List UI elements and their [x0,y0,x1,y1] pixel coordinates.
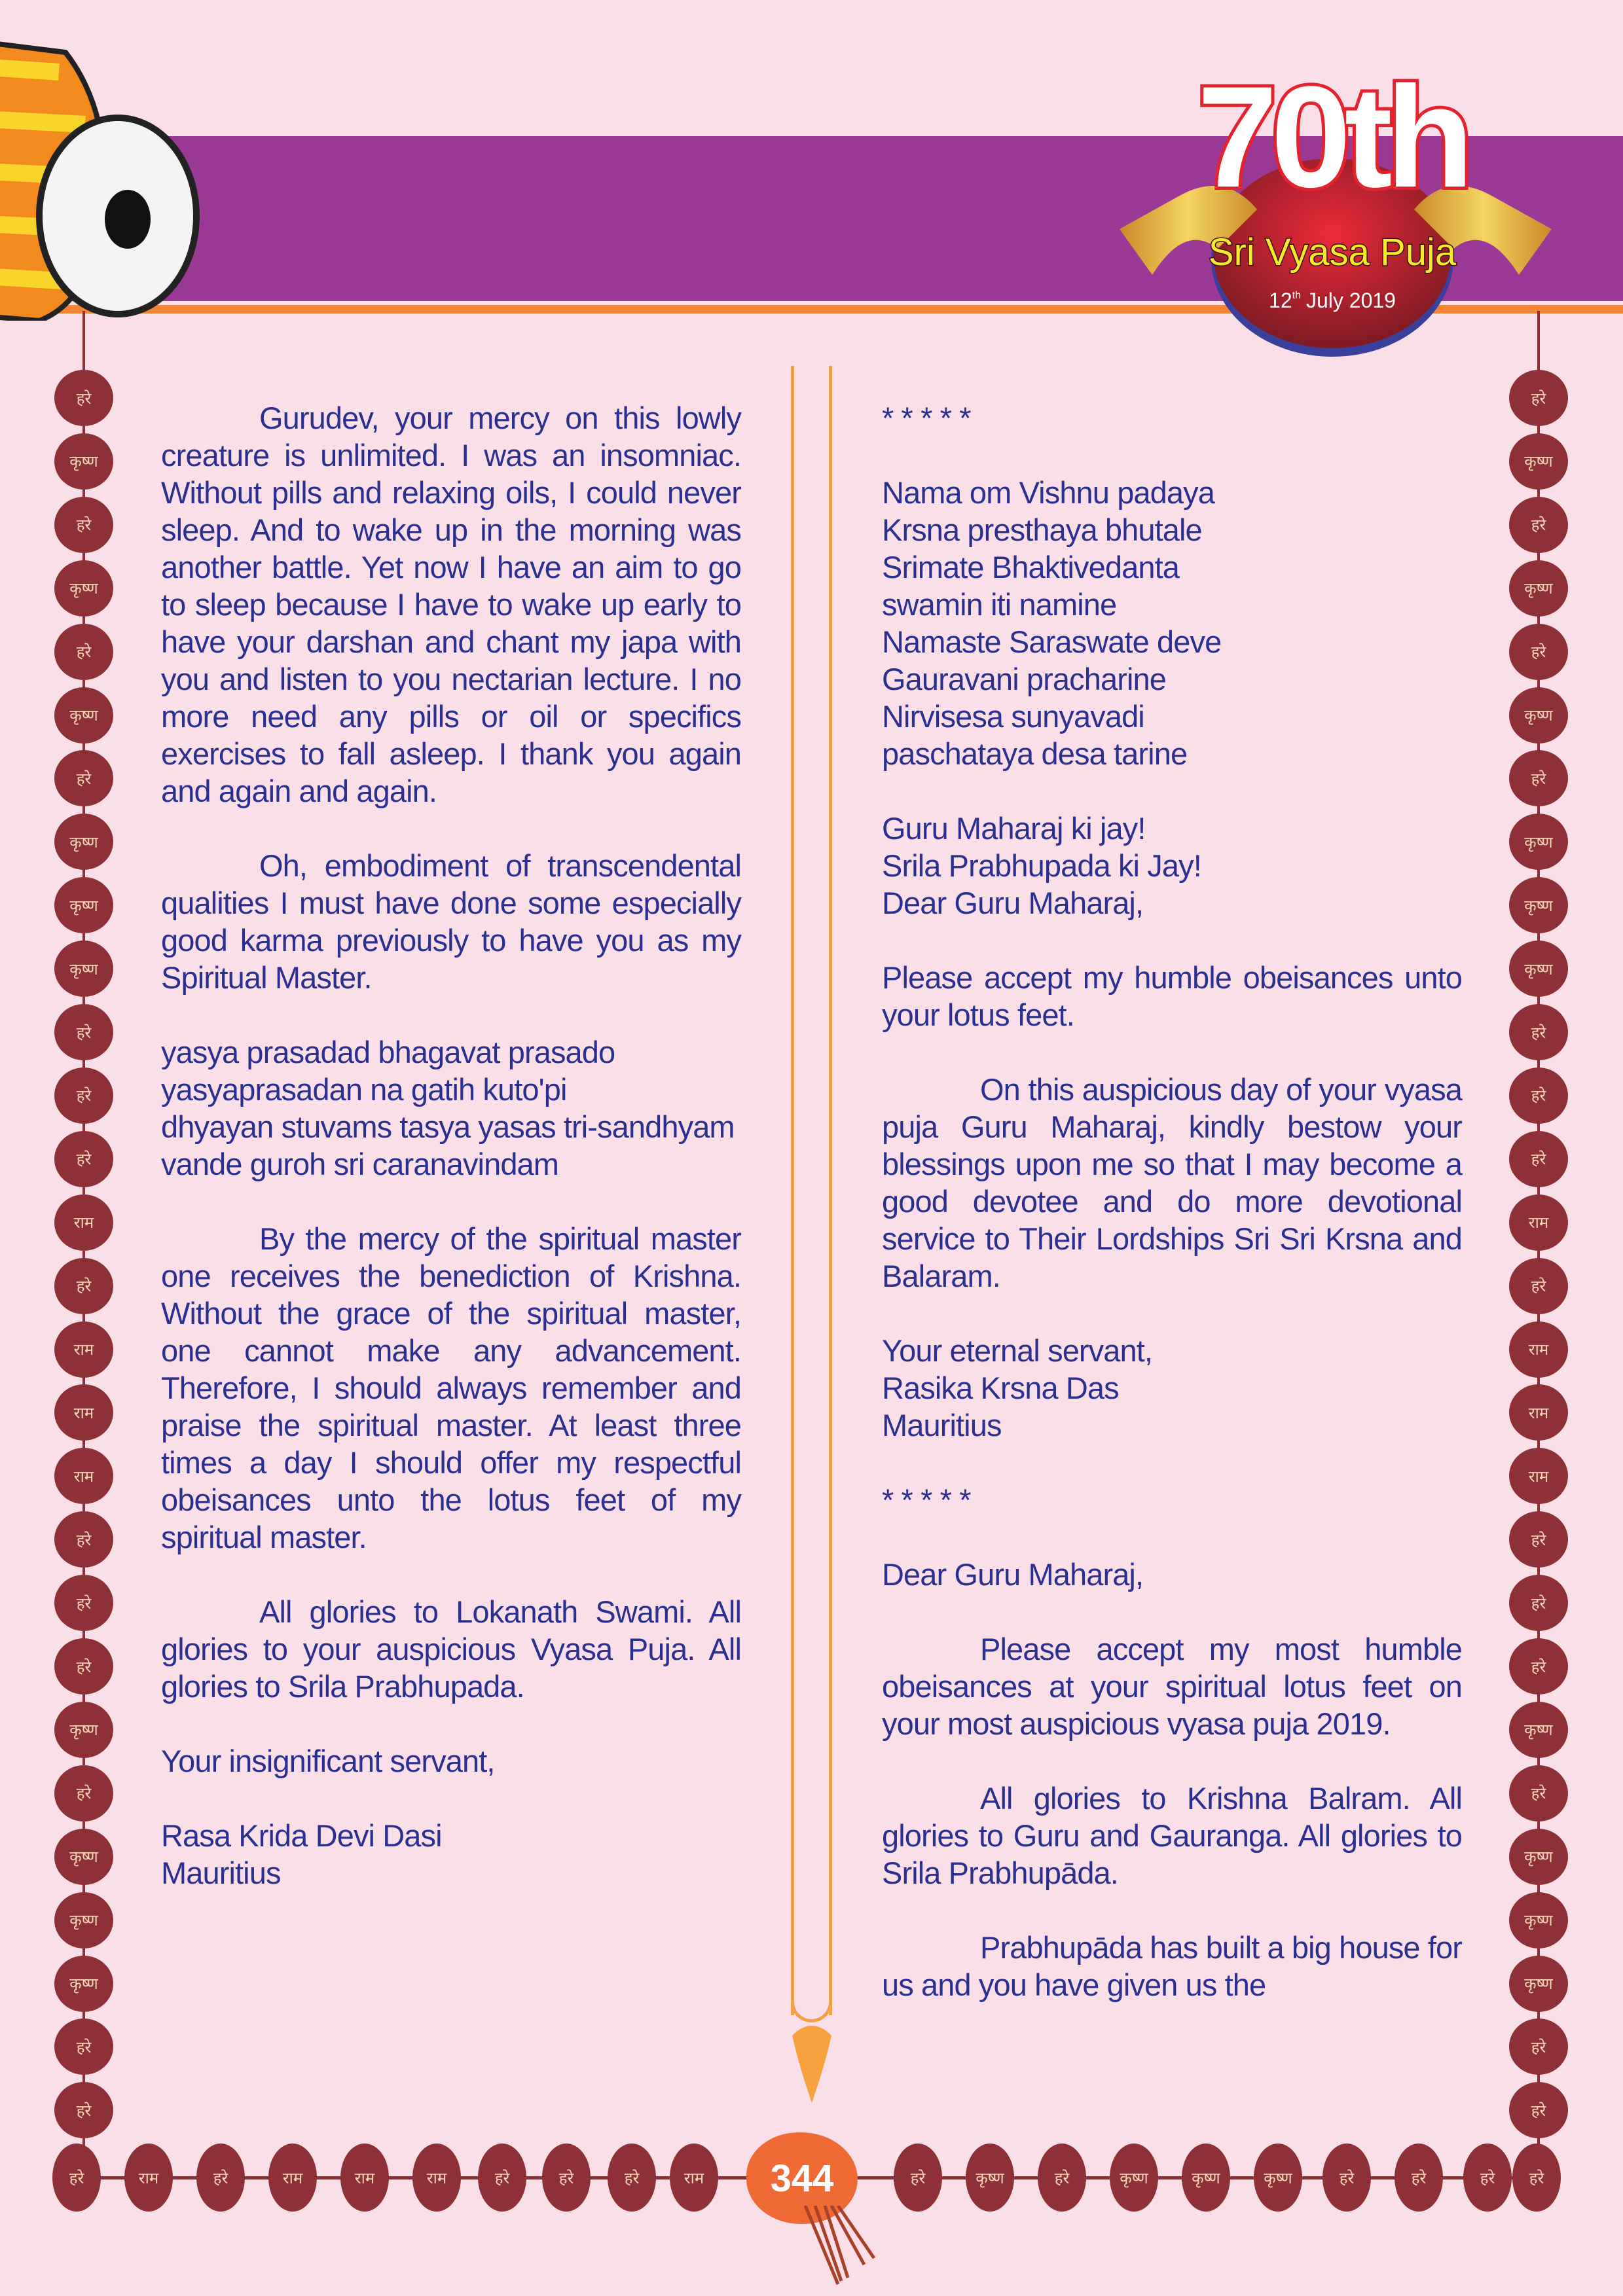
mantra-bead: हरे [54,2018,113,2075]
mantra-bead: कृष्ण [54,1702,113,1758]
mantra-bead: हरे [1322,2144,1371,2212]
paragraph: yasya prasadad bhagavat prasado yasyaprasadan na gatih kuto'pi dhyayan stuvams tasya yasas tri-sandhyam vande guroh sri caranavindam [161,1035,735,1181]
paragraph: Prabhupāda has built a big house for us and you have given us the [882,1930,1462,2002]
page-number: 344 [746,2132,858,2224]
mantra-bead: हरे [1509,497,1568,553]
mantra-bead: राम [54,1448,113,1504]
mantra-bead: राम [1509,1384,1568,1441]
paragraph: * * * * * [882,1482,971,1517]
mantra-bead: हरे [1509,2018,1568,2075]
mantra-bead: कृष्ण [54,1956,113,2012]
mantra-bead: हरे [1509,1131,1568,1187]
mantra-bead: कृष्ण [54,433,113,490]
mantra-bead: राम [54,1194,113,1251]
mantra-bead: हरे [1038,2144,1086,2212]
mantra-bead: राम [412,2144,461,2212]
mantra-bead: हरे [1509,750,1568,806]
mantra-bead: कृष्ण [1182,2144,1230,2212]
mantra-bead: हरे [1463,2144,1512,2212]
mantra-bead: हरे [54,1004,113,1060]
mantra-bead: कृष्ण [1509,1702,1568,1758]
mantra-bead: राम [670,2144,718,2212]
mantra-bead: हरे [196,2144,245,2212]
mantra-bead: कृष्ण [1110,2144,1158,2212]
mantra-bead: हरे [54,1067,113,1124]
mantra-bead: राम [54,1321,113,1378]
mantra-bead: कृष्ण [54,1892,113,1948]
mantra-bead: हरे [54,750,113,806]
center-drop-ornament [789,2019,835,2104]
mantra-bead: हरे [1395,2144,1443,2212]
mantra-bead: हरे [54,370,113,426]
tassel-icon [792,2206,884,2291]
center-thread-loop [791,1990,832,2022]
mantra-bead: राम [124,2144,173,2212]
mantra-bead: कृष्ण [54,814,113,870]
mantra-bead: हरे [1509,1765,1568,1821]
paragraph: All glories to Krishna Balram. All glories to Guru and Gauranga. All glories to Srila Prabhupāda. [882,1781,1462,1890]
paragraph: Guru Maharaj ki jay! Srila Prabhupada ki Jay! Dear Guru Maharaj, [882,811,1201,920]
mantra-bead: हरे [54,624,113,680]
mantra-bead: हरे [1509,370,1568,426]
mantra-bead: राम [268,2144,317,2212]
mantra-bead: कृष्ण [966,2144,1014,2212]
mantra-bead: कृष्ण [1509,1892,1568,1948]
mantra-bead: हरे [894,2144,942,2212]
mantra-bead: हरे [1509,1258,1568,1314]
mantra-bead: हरे [478,2144,526,2212]
paragraph: All glories to Lokanath Swami. All glories to your auspicious Vyasa Puja. All glories to Srila Prabhupada. [161,1594,741,1704]
mantra-bead: कृष्ण [1509,687,1568,744]
center-thread-left [791,366,794,2015]
mantra-bead: कृष्ण [54,560,113,617]
mantra-bead: हरे [542,2144,591,2212]
mantra-bead: कृष्ण [1509,433,1568,490]
mantra-bead: हरे [52,2144,101,2212]
mantra-bead: हरे [1509,1067,1568,1124]
paragraph: Your eternal servant, Rasika Krsna Das Mauritius [882,1333,1153,1443]
paragraph: Please accept my most humble obeisances at your spiritual lotus feet on your most auspicious vyasa puja 2019. [882,1632,1462,1741]
mantra-bead: हरे [1509,1511,1568,1568]
mantra-bead: हरे [54,1575,113,1631]
mantra-bead: हरे [54,497,113,553]
mantra-bead: हरे [54,1258,113,1314]
paragraph: Dear Guru Maharaj, [882,1557,1144,1592]
paragraph: * * * * * [882,401,971,435]
mantra-bead: हरे [1509,1575,1568,1631]
mantra-bead: हरे [54,1131,113,1187]
right-text-column [882,399,1462,2041]
paragraph: By the mercy of the spiritual master one receives the benediction of Krishna. Without the grace of the spiritual master, one cannot make any advancement. Therefore, I should always remember and praise the spiritual master. At least three times a day I should offer my respectful obeisances unto the lotus feet of my spiritual master. [161,1221,741,1554]
mantra-bead: कृष्ण [1254,2144,1302,2212]
paragraph: Gurudev, your mercy on this lowly creature is unlimited. I was an insomniac. Without pills and relaxing oils, I could never sleep. And to wake up in the morning was another battle. Yet now I have an aim to go to sleep because I have to wake up early to have your darshan and chant my japa with you and listen to you nectarian lecture. I no more need any pills or oil or specifics exercises to fall asleep. I thank you again and again and again. [161,401,741,808]
left-text-column [161,399,741,1929]
badge-event: Sri Vyasa Puja [1208,231,1457,274]
mantra-bead: कृष्ण [54,1829,113,1885]
mantra-bead: हरे [608,2144,656,2212]
mantra-bead: कृष्ण [1509,560,1568,617]
mantra-bead: हरे [54,1511,113,1568]
badge-date: 12th July 2019 [1269,289,1396,312]
mantra-bead: हरे [1509,1004,1568,1060]
paragraph: Rasa Krida Devi Dasi Mauritius [161,1818,442,1890]
badge-number: 70th [1197,59,1468,217]
paragraph: Oh, embodiment of transcendental qualities I must have done some especially good karma previously to have you as my Spiritual Master. [161,848,741,995]
mantra-bead: हरे [1509,2082,1568,2138]
mantra-bead: राम [1509,1448,1568,1504]
paragraph: Nama om Vishnu padaya Krsna presthaya bhutale Srimate Bhaktivedanta swamin iti namine Namaste Saraswate deve Gauravani pracharine Nirvisesa sunyavadi paschataya desa tarine [882,475,1222,771]
paragraph: On this auspicious day of your vyasa puja Guru Maharaj, kindly bestow your blessings upon me so that I may become a good devotee and do more devotional service to Their Lordships Sri Sri Krsna and Balaram. [882,1072,1462,1293]
mantra-bead: कृष्ण [1509,1956,1568,2012]
paragraph: Your insignificant servant, [161,1744,495,1778]
mantra-bead: कृष्ण [54,941,113,997]
paragraph: Please accept my humble obeisances unto your lotus feet. [882,960,1462,1032]
mantra-bead: हरे [54,1765,113,1821]
mantra-bead: कृष्ण [1509,1829,1568,1885]
mantra-bead: हरे [54,1638,113,1695]
mridanga-drum-icon [0,13,210,321]
mantra-bead: हरे [1509,624,1568,680]
mantra-bead: राम [1509,1194,1568,1251]
vyasa-puja-badge [1106,59,1565,360]
mantra-bead: राम [1509,1321,1568,1378]
mantra-bead: हरे [1512,2144,1561,2212]
mantra-bead: कृष्ण [1509,814,1568,870]
mantra-bead: कृष्ण [54,687,113,744]
mantra-bead: हरे [54,2082,113,2138]
mantra-bead: कृष्ण [1509,941,1568,997]
mantra-bead: कृष्ण [54,877,113,933]
mantra-bead: कृष्ण [1509,877,1568,933]
mantra-bead: राम [340,2144,389,2212]
mantra-bead: राम [54,1384,113,1441]
mantra-bead: हरे [1509,1638,1568,1695]
center-thread-right [829,366,832,2015]
